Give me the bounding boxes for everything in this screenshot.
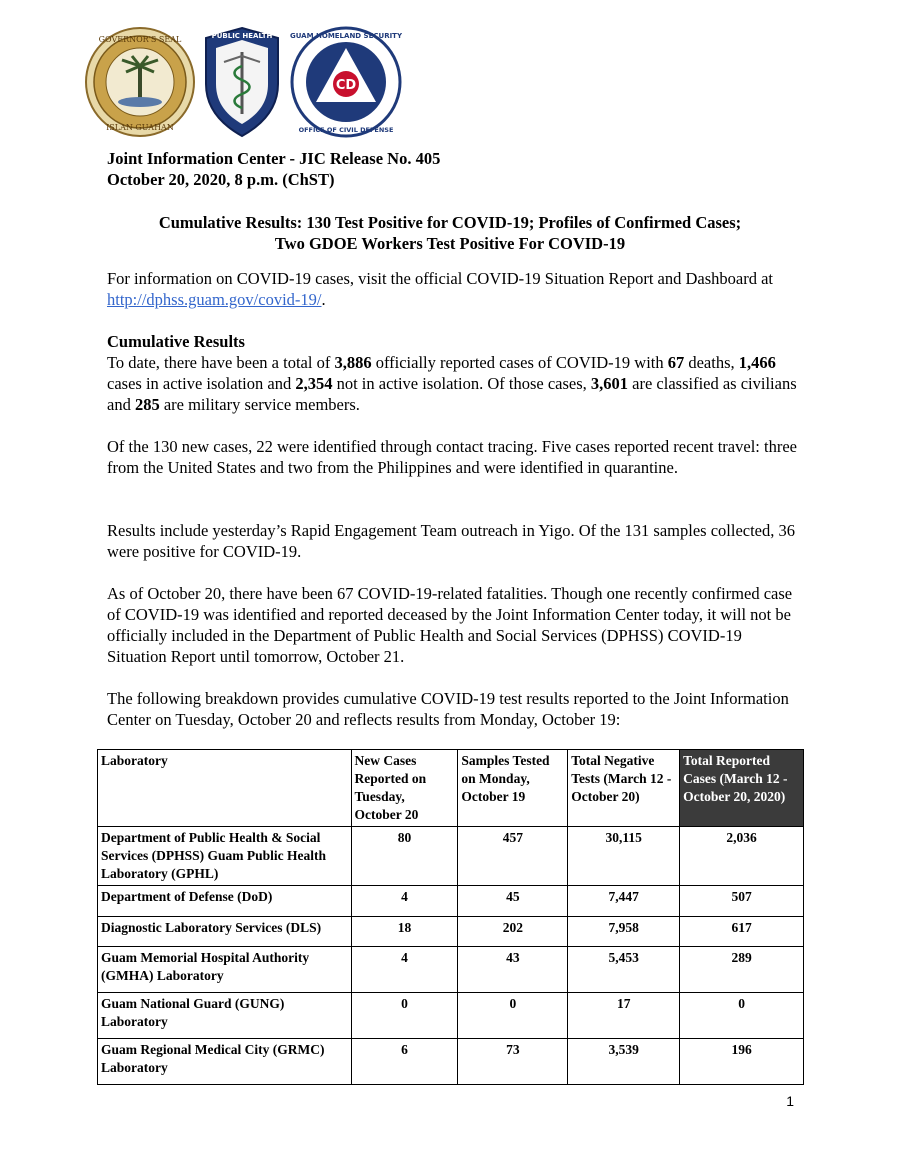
total-negative-cell: 5,453 — [568, 947, 680, 993]
civil-defense-logo — [290, 26, 402, 138]
new-cases-paragraph: Of the 130 new cases, 22 were identified through contact tracing. Five cases reported recent travel: three from the United States and two from the Philippines and were identified in quarantine. — [107, 437, 797, 477]
cumulative-results-section — [107, 331, 797, 415]
total-negative-cell: 3,539 — [568, 1039, 680, 1085]
lab-name-cell: Guam Regional Medical City (GRMC) Laboratory — [98, 1039, 352, 1085]
lab-results-table — [97, 749, 804, 1085]
total-reported-cell: 617 — [680, 917, 804, 947]
table-row — [98, 917, 804, 947]
samples-tested-cell: 457 — [458, 827, 568, 886]
total-negative-cell: 17 — [568, 993, 680, 1039]
svg-text:CD: CD — [335, 78, 357, 93]
column-header: Total Negative Tests (March 12 - October 20) — [568, 750, 680, 827]
table-row — [98, 827, 804, 886]
lab-name-cell: Department of Defense (DoD) — [98, 886, 352, 917]
total-reported-cell: 507 — [680, 886, 804, 917]
svg-text:GUAM HOMELAND SECURITY: GUAM HOMELAND SECURITY — [290, 32, 402, 40]
table-row — [98, 1039, 804, 1085]
samples-tested-cell: 202 — [458, 917, 568, 947]
total-reported-cell: 0 — [680, 993, 804, 1039]
total-negative-cell: 30,115 — [568, 827, 680, 886]
new-cases-cell: 0 — [351, 993, 458, 1039]
column-header: Total Reported Cases (March 12 - October 20, 2020) — [680, 750, 804, 827]
svg-text:OFFICE OF CIVIL DEFENSE: OFFICE OF CIVIL DEFENSE — [298, 126, 394, 134]
lab-name-cell: Diagnostic Laboratory Services (DLS) — [98, 917, 352, 947]
total-negative-cell: 7,447 — [568, 886, 680, 917]
intro-paragraph: For information on COVID-19 cases, visit the official COVID-19 Situation Report and Dashboard at http://dphss.guam.gov/covid-19/. — [107, 269, 773, 309]
svg-text:ISLAN GUAHAN: ISLAN GUAHAN — [106, 123, 174, 132]
new-cases-cell: 4 — [351, 947, 458, 993]
table-row — [98, 886, 804, 917]
release-number: Joint Information Center - JIC Release No. 405 — [107, 149, 441, 168]
total-reported-cell: 196 — [680, 1039, 804, 1085]
samples-tested-cell: 45 — [458, 886, 568, 917]
lab-name-cell: Department of Public Health & Social Services (DPHSS) Guam Public Health Laboratory (GPHL) — [98, 827, 352, 886]
lab-name-cell: Guam Memorial Hospital Authority (GMHA) Laboratory — [98, 947, 352, 993]
outreach-paragraph: Results include yesterday’s Rapid Engagement Team outreach in Yigo. Of the 131 samples collected, 36 were positive for COVID-19. — [107, 521, 796, 561]
cumulative-paragraph: To date, there have been a total of 3,886 officially reported cases of COVID-19 with 67 deaths, 1,466 cases in active isolation and 2,354 not in active isolation. Of those cases, 3,601 are classified as civilians and 285 are military service members. — [107, 353, 797, 414]
total-reported-cell: 289 — [680, 947, 804, 993]
public-health-logo — [202, 26, 282, 138]
section-heading: Cumulative Results — [107, 332, 245, 351]
new-cases-cell: 6 — [351, 1039, 458, 1085]
release-date: October 20, 2020, 8 p.m. (ChST) — [107, 170, 335, 189]
headline-line-1: Cumulative Results: 130 Test Positive for COVID-19; Profiles of Confirmed Cases; — [158, 213, 742, 232]
table-header-row — [98, 750, 804, 827]
column-header: Laboratory — [98, 750, 352, 827]
samples-tested-cell: 43 — [458, 947, 568, 993]
release-headline — [90, 212, 810, 254]
breakdown-intro-paragraph: The following breakdown provides cumulative COVID-19 test results reported to the Joint Information Center on Tuesday, October 20 and reflects results from Monday, October 19: — [107, 689, 789, 729]
samples-tested-cell: 0 — [458, 993, 568, 1039]
column-header: New Cases Reported on Tuesday, October 20 — [351, 750, 458, 827]
dashboard-link[interactable]: http://dphss.guam.gov/covid-19/ — [107, 290, 322, 309]
lab-name-cell: Guam National Guard (GUNG) Laboratory — [98, 993, 352, 1039]
samples-tested-cell: 73 — [458, 1039, 568, 1085]
table-row — [98, 993, 804, 1039]
headline-line-2: Two GDOE Workers Test Positive For COVID-19 — [274, 234, 626, 253]
total-negative-cell: 7,958 — [568, 917, 680, 947]
new-cases-cell: 18 — [351, 917, 458, 947]
total-reported-cell: 2,036 — [680, 827, 804, 886]
new-cases-cell: 4 — [351, 886, 458, 917]
release-header — [107, 148, 440, 190]
column-header: Samples Tested on Monday, October 19 — [458, 750, 568, 827]
svg-text:GOVERNOR'S SEAL: GOVERNOR'S SEAL — [98, 35, 182, 44]
fatalities-paragraph: As of October 20, there have been 67 COVID-19-related fatalities. Though one recently confirmed case of COVID-19 was identified and reported deceased by the Joint Information Center today, it will not be officially included in the Department of Public Health and Social Services (DPHSS) COVID-19 Situation Report until tomorrow, October 21. — [107, 584, 793, 666]
new-cases-cell: 80 — [351, 827, 458, 886]
svg-text:PUBLIC HEALTH: PUBLIC HEALTH — [211, 32, 273, 40]
table-row — [98, 947, 804, 993]
governors-seal-logo — [84, 26, 196, 138]
page-number: 1 — [786, 1093, 794, 1109]
